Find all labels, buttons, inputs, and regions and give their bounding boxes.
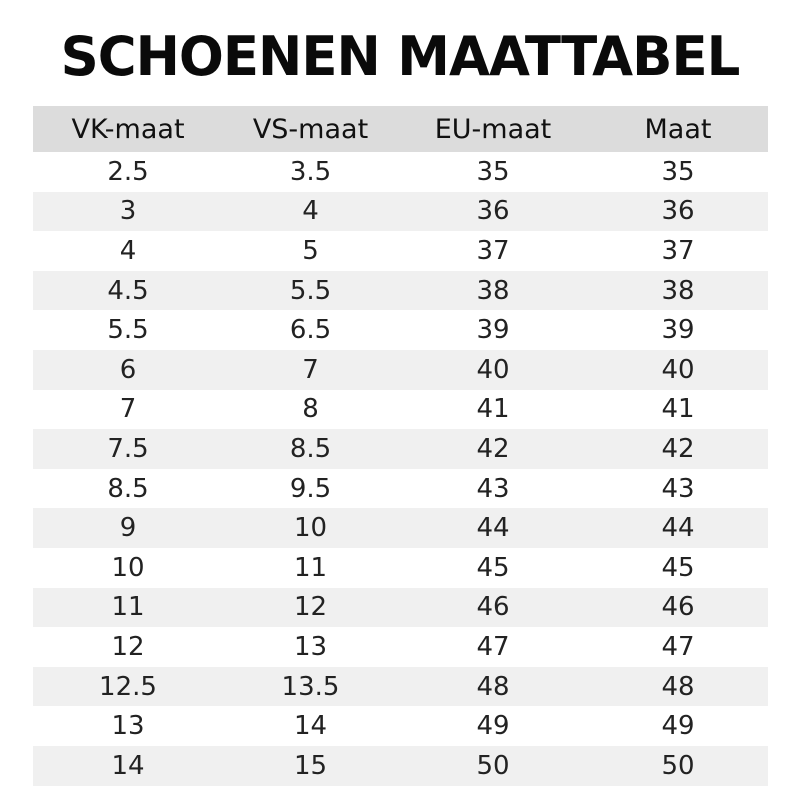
page-title: SCHOENEN MAATTABEL (60, 25, 740, 88)
us-size-cell: 7 (302, 354, 319, 385)
uk-size-cell: 3 (119, 196, 137, 227)
size-cell: 40 (661, 354, 695, 385)
uk-size-cell: 8.5 (107, 473, 149, 504)
eu-size-cell: 41 (476, 394, 510, 425)
table-row (33, 390, 768, 430)
size-cell: 38 (661, 275, 695, 306)
us-size-cell: 6.5 (289, 315, 332, 346)
uk-size-cell: 4 (119, 235, 137, 266)
size-cell: 50 (661, 750, 695, 781)
eu-size-cell: 39 (476, 315, 510, 346)
table-row (33, 548, 768, 588)
uk-size-cell: 9 (119, 513, 137, 544)
eu-size-cell: 45 (476, 552, 510, 583)
eu-size-cell: 40 (476, 354, 510, 385)
us-size-cell: 11 (293, 552, 328, 583)
size-cell: 46 (661, 592, 695, 623)
table-row (33, 152, 768, 192)
eu-size-cell: 47 (476, 631, 510, 662)
size-cell: 43 (661, 473, 695, 504)
uk-size-cell: 12.5 (99, 671, 157, 702)
table-row (33, 706, 768, 746)
table-row (33, 231, 768, 271)
table-row (33, 350, 768, 390)
us-size-cell: 4 (302, 196, 319, 227)
table-row (33, 271, 768, 311)
uk-size-cell: 5.5 (107, 315, 149, 346)
us-size-cell: 9.5 (289, 473, 332, 504)
table-row (33, 588, 768, 628)
uk-size-cell: 13 (111, 711, 145, 742)
size-cell: 37 (661, 235, 695, 266)
column-header-uk-size: VK-maat (71, 113, 185, 145)
table-row (33, 429, 768, 469)
us-size-cell: 5 (302, 235, 319, 266)
table-body (33, 152, 768, 786)
column-header-size: Maat (644, 113, 712, 145)
us-size-cell: 5.5 (289, 275, 332, 306)
size-table (33, 106, 768, 786)
uk-size-cell: 6 (119, 354, 137, 385)
uk-size-cell: 7.5 (107, 433, 149, 464)
uk-size-cell: 12 (111, 631, 145, 662)
uk-size-cell: 2.5 (107, 156, 149, 187)
us-size-cell: 10 (293, 513, 328, 544)
table-header (33, 106, 768, 152)
us-size-cell: 12 (293, 592, 328, 623)
us-size-cell: 15 (293, 750, 328, 781)
table-row (33, 627, 768, 667)
size-cell: 39 (661, 315, 695, 346)
eu-size-cell: 48 (476, 671, 510, 702)
size-cell: 44 (661, 513, 695, 544)
us-size-cell: 3.5 (289, 156, 332, 187)
uk-size-cell: 11 (111, 592, 145, 623)
size-cell: 45 (661, 552, 695, 583)
table-row (33, 469, 768, 509)
eu-size-cell: 50 (476, 750, 510, 781)
size-cell: 36 (661, 196, 695, 227)
table-row (33, 508, 768, 548)
us-size-cell: 14 (293, 711, 328, 742)
size-cell: 41 (661, 394, 695, 425)
table-row (33, 667, 768, 707)
table-row (33, 192, 768, 232)
eu-size-cell: 49 (476, 711, 510, 742)
size-cell: 49 (661, 711, 695, 742)
eu-size-cell: 46 (476, 592, 510, 623)
eu-size-cell: 44 (476, 513, 510, 544)
eu-size-cell: 38 (476, 275, 510, 306)
us-size-cell: 13 (293, 631, 328, 662)
uk-size-cell: 4.5 (107, 275, 149, 306)
us-size-cell: 8 (302, 394, 319, 425)
size-cell: 47 (661, 631, 695, 662)
us-size-cell: 13.5 (281, 671, 340, 702)
size-cell: 35 (661, 156, 695, 187)
table-row (33, 746, 768, 786)
eu-size-cell: 35 (476, 156, 510, 187)
uk-size-cell: 14 (111, 750, 145, 781)
eu-size-cell: 37 (476, 235, 510, 266)
size-cell: 48 (661, 671, 695, 702)
us-size-cell: 8.5 (289, 433, 332, 464)
eu-size-cell: 42 (476, 433, 510, 464)
uk-size-cell: 7 (119, 394, 137, 425)
uk-size-cell: 10 (111, 552, 145, 583)
eu-size-cell: 36 (476, 196, 510, 227)
size-cell: 42 (661, 433, 695, 464)
eu-size-cell: 43 (476, 473, 510, 504)
column-header-eu-size: EU-maat (434, 113, 552, 145)
column-header-us-size: VS-maat (252, 113, 369, 145)
table-row (33, 310, 768, 350)
